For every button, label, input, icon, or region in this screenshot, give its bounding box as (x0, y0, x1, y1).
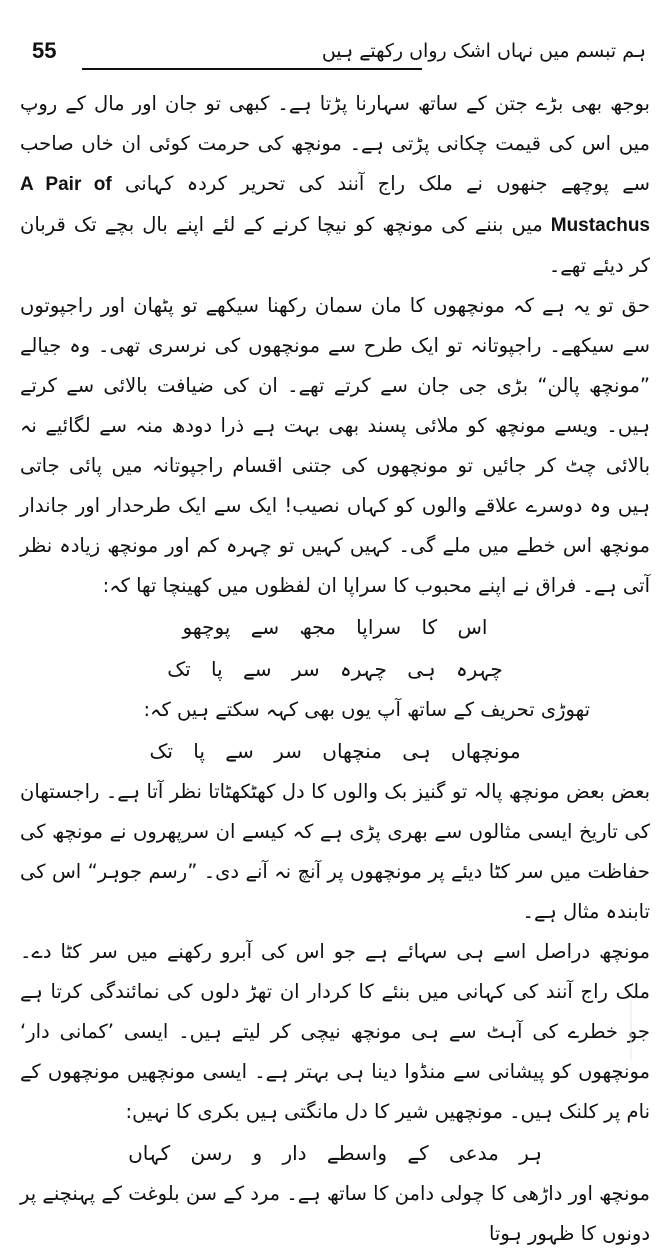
paragraph-4: بعض بعض مونچھ پالہ تو گنیز بک والوں کا دل کھٹکھٹاتا نظر آتا ہے۔ راجستھان کی تاریخ ایسی مثالوں سے بھری پڑی ہے کہ کیسے ان سرپھروں نے مونچھ کی حفاظت میں سر کٹا دیئے پر مونچھوں پر آنچ نہ آنے دی۔ ”رسم جوہر“ اس کی تابندہ مثال ہے۔ (20, 780, 650, 923)
paragraph-6: مونچھ اور داڑھی کا چولی دامن کا ساتھ ہے۔ مرد کے سن بلوغت کے پہنچنے پر دونوں کا ظہور ہوتا (20, 1182, 650, 1245)
header-rule (82, 68, 422, 70)
page-header (24, 38, 646, 72)
paragraph-1-text: بوجھ بھی بڑے جتن کے ساتھ سہارنا پڑتا ہے۔ کبھی تو جان اور مال کے روپ میں اس کی قیمت چکانی پڑتی ہے۔ مونچھ کی حرمت کوئی ان خاں صاحب سے پوچھے جنھوں نے ملک راج آنند کی تحریر کردہ کہانی (20, 92, 651, 195)
paragraph-2: حق تو یہ ہے کہ مونچھوں کا مان سمان رکھنا سیکھے تو پٹھان اور راجپوتوں سے سیکھے۔ راجپوتانہ تو ایک طرح سے مونچھوں کی نرسری تھی۔ وہ جیالے ”مونچھ پالن“ بڑی جی جان سے کرتے تھے۔ ان کی ضیافت بالائی سے کرتے ہیں۔ ویسے مونچھ کو ملائی پسند بھی بہت ہے ذرا دودھ منہ سے لگائیے نہ بالائی چٹ کر جائیں تو مونچھوں کی جتنی اقسام راجپوتانہ میں پائی جاتی ہیں وہ دوسرے علاقے والوں کو کہاں نصیب! ایک سے ایک طرحدار اور جاندار مونچھ اس خطے میں ملے گی۔ کہیں کہیں تو چہرہ کم اور مونچھ زیادہ نظر آتی ہے۔ فراق نے اپنے محبوب کا سراپا ان لفظوں میں کھینچا تھا کہ: (20, 294, 650, 597)
verse-2-line-1: مونچھاں ہی منچھاں سر سے پا تک (149, 739, 521, 763)
paragraph-5: مونچھ دراصل اسے ہی سہائے ہے جو اس کی آبرو رکھنے میں سر کٹا دے۔ ملک راج آنند کی کہانی میں بنئے کا کردار ان تھڑ دلوں کی نمائندگی کرتا ہے جو خطرے کی آہٹ سے ہی مونچھ نیچی کر لیتے ہیں۔ ایسی ’کمانی دار‘ مونچھوں کو پیشانی سے منڈوا دینا ہی بہتر ہے۔ ایسی مونچھیں مونچھوں کے نام پر کلنک ہیں۔ مونچھیں شیر کا دل مانگتی ہیں بکری کا نہیں: (20, 940, 650, 1123)
verse-3-line-1: ہر مدعی کے واسطے دار و رسن کہاں (128, 1141, 542, 1165)
verse-1-line-1: اس کا سراپا مجھ سے پوچھو (182, 615, 488, 639)
verse-1-line-2: چہرہ ہی چہرہ سر سے پا تک (167, 657, 503, 681)
paragraph-1 (20, 84, 650, 286)
margin-scan-mark (630, 1000, 662, 1060)
page-number: 55 (32, 38, 57, 63)
paragraph-1-end: میں بننے کی مونچھ کو نیچا کرنے کے لئے اپنے بال بچے تک قربان کر دیئے تھے۔ (20, 213, 650, 277)
paragraph-3: تھوڑی تحریف کے ساتھ آپ یوں بھی کہہ سکتے ہیں کہ: (143, 698, 590, 721)
story-title-english: A Pair of Mustachus (20, 174, 650, 236)
article-body (20, 84, 650, 1254)
running-title: ہم تبسم میں نہاں اشک رواں رکھتے ہیں (321, 40, 646, 62)
